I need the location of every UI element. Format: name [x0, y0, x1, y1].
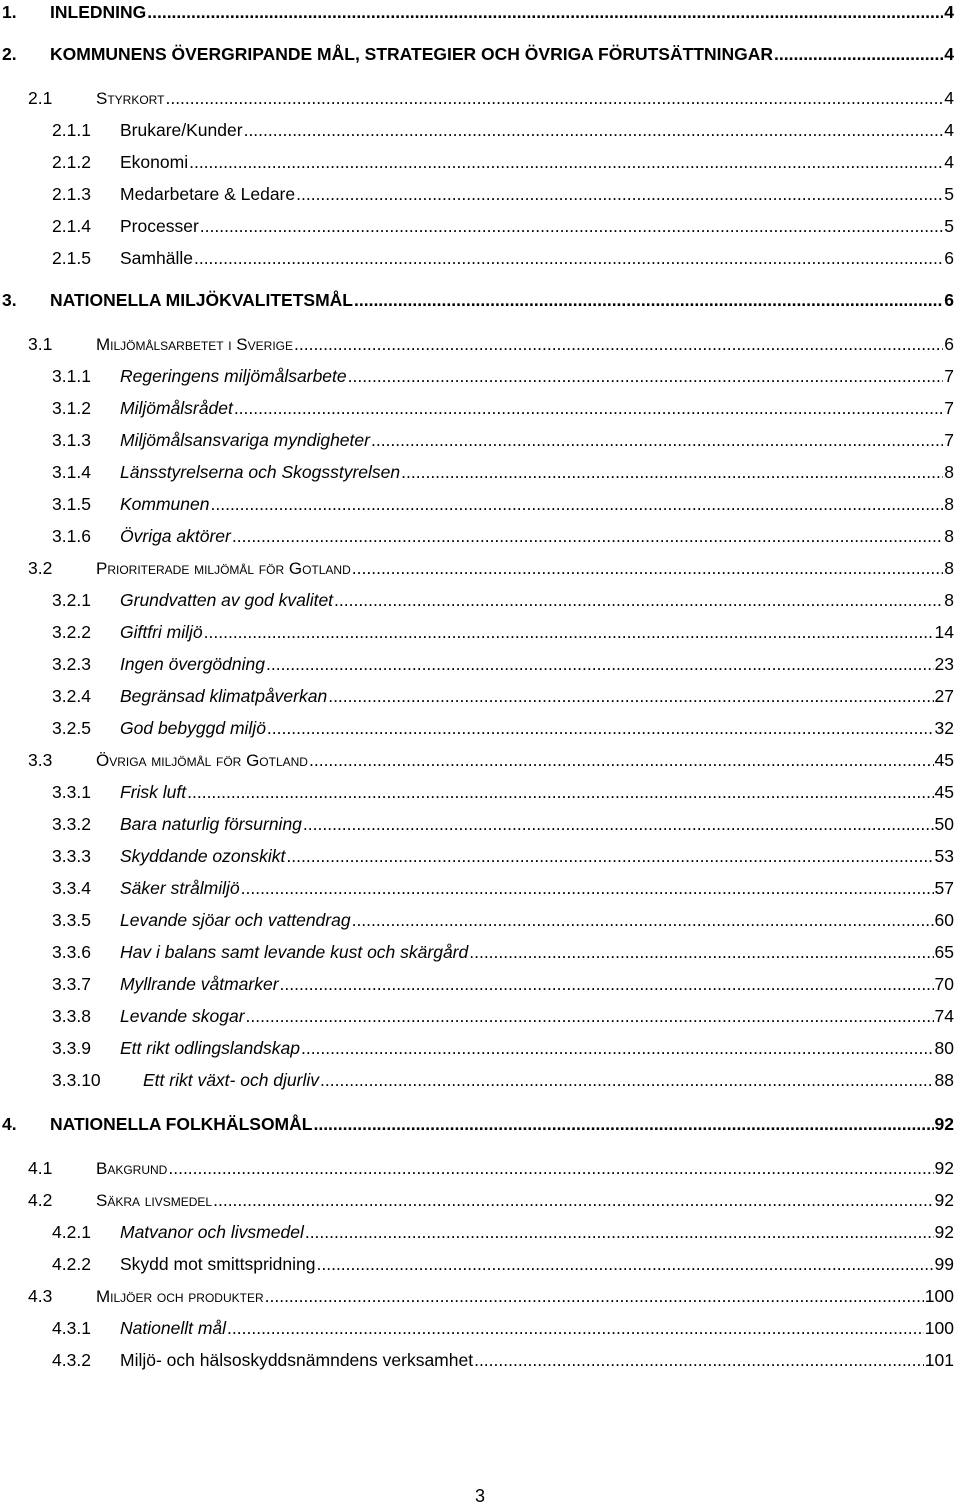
toc-entry-title: Miljö- och hälsoskyddsnämndens verksamhet	[120, 1350, 474, 1370]
toc-leader-dots	[211, 492, 944, 516]
toc-entry-number: 2.	[2, 44, 17, 64]
toc-entry-number: 3.3	[28, 750, 53, 770]
toc-entry-page: 65	[934, 942, 954, 962]
toc-leader-dots	[266, 652, 934, 676]
toc-entry-page: 80	[934, 1038, 954, 1058]
toc-entry[interactable]	[0, 150, 960, 174]
toc-entry-page: 92	[934, 1222, 954, 1242]
toc-entry[interactable]	[0, 86, 960, 110]
toc-entry-number: 3.2.1	[52, 590, 91, 610]
toc-entry-title: Nationellt mål	[120, 1318, 227, 1338]
toc-entry-number: 2.1.4	[52, 216, 91, 236]
toc-entry-title: Säkra livsmedel	[96, 1191, 213, 1210]
toc-entry[interactable]	[0, 844, 960, 868]
toc-entry-number: 3.3.2	[52, 814, 91, 834]
toc-entry-title: Processer	[120, 216, 199, 236]
toc-entry-number: 3.1.5	[52, 494, 91, 514]
toc-entry-page: 8	[944, 558, 954, 578]
toc-entry-number: 2.1	[28, 88, 53, 108]
toc-entry[interactable]	[0, 972, 960, 996]
toc-leader-dots	[354, 288, 943, 312]
toc-entry[interactable]	[0, 332, 960, 356]
toc-entry[interactable]	[0, 556, 960, 580]
toc-entry[interactable]	[0, 620, 960, 644]
toc-leader-dots	[234, 396, 943, 420]
toc-entry[interactable]	[0, 1252, 960, 1276]
toc-entry[interactable]	[0, 288, 960, 312]
toc-entry[interactable]	[0, 1348, 960, 1372]
toc-entry-page: 6	[944, 248, 954, 268]
toc-entry-number: 4.3.2	[52, 1350, 91, 1370]
toc-entry[interactable]	[0, 364, 960, 388]
toc-entry[interactable]	[0, 1284, 960, 1308]
toc-entry-number: 3.3.3	[52, 846, 91, 866]
toc-leader-dots	[774, 42, 943, 66]
toc-entry-page: 70	[934, 974, 954, 994]
toc-entry-title: Ekonomi	[120, 152, 189, 172]
toc-entry-page: 8	[944, 462, 954, 482]
page-number: 3	[474, 1486, 485, 1506]
toc-entry[interactable]	[0, 1156, 960, 1180]
toc-entry[interactable]	[0, 876, 960, 900]
toc-entry-title: Övriga aktörer	[120, 526, 231, 546]
toc-entry[interactable]	[0, 1316, 960, 1340]
toc-entry-page: 45	[934, 750, 954, 770]
toc-entry-title: Miljömålsarbetet i Sverige	[96, 335, 293, 354]
toc-leader-dots	[232, 524, 943, 548]
toc-entry-title: Länsstyrelserna och Skogsstyrelsen	[120, 462, 401, 482]
toc-entry-number: 2.1.3	[52, 184, 91, 204]
toc-entry-number: 1.	[2, 2, 17, 22]
toc-entry-page: 101	[924, 1350, 954, 1370]
toc-leader-dots	[303, 812, 934, 836]
toc-entry-number: 3.2	[28, 558, 53, 578]
toc-leader-dots	[165, 86, 943, 110]
toc-entry-number: 4.1	[28, 1158, 53, 1178]
toc-entry-title: Skyddande ozonskikt	[120, 846, 286, 866]
toc-entry-page: 6	[944, 334, 954, 354]
toc-entry-title: Miljömålsansvariga myndigheter	[120, 430, 370, 450]
toc-entry-page: 7	[944, 430, 954, 450]
toc-entry[interactable]	[0, 908, 960, 932]
toc-leader-dots	[317, 1252, 934, 1276]
toc-leader-dots	[227, 1316, 924, 1340]
toc-entry-page: 57	[934, 878, 954, 898]
toc-entry-number: 3.3.1	[52, 782, 91, 802]
toc-entry-number: 4.2.2	[52, 1254, 91, 1274]
toc-entry-page: 53	[934, 846, 954, 866]
toc-entry-title: Ett rikt odlingslandskap	[120, 1038, 300, 1058]
toc-entry-page: 45	[934, 782, 954, 802]
toc-leader-dots	[265, 1284, 924, 1308]
toc-leader-dots	[147, 0, 943, 24]
toc-entry-page: 92	[934, 1190, 954, 1210]
toc-entry-title: Grundvatten av god kvalitet	[120, 590, 334, 610]
toc-leader-dots	[309, 748, 934, 772]
toc-entry-page: 6	[944, 290, 954, 310]
toc-entry-page: 92	[934, 1114, 954, 1134]
toc-entry-title: INLEDNING	[50, 2, 147, 22]
toc-entry-number: 3.3.5	[52, 910, 91, 930]
toc-entry-number: 2.1.5	[52, 248, 91, 268]
toc-entry-number: 3.2.5	[52, 718, 91, 738]
toc-entry-page: 88	[934, 1070, 954, 1090]
toc-entry[interactable]	[0, 748, 960, 772]
toc-entry-title: Levande skogar	[120, 1006, 245, 1026]
toc-entry[interactable]	[0, 588, 960, 612]
toc-entry-number: 2.1.1	[52, 120, 91, 140]
toc-entry-page: 14	[934, 622, 954, 642]
toc-entry-title: Prioriterade miljömål för Gotland	[96, 559, 351, 578]
toc-entry-title: Medarbetare & Ledare	[120, 184, 296, 204]
toc-entry[interactable]	[0, 396, 960, 420]
toc-leader-dots	[200, 214, 943, 238]
toc-entry-number: 3.2.3	[52, 654, 91, 674]
toc-entry[interactable]	[0, 940, 960, 964]
toc-leader-dots	[469, 940, 933, 964]
toc-entry-title: Brukare/Kunder	[120, 120, 243, 140]
toc-leader-dots	[401, 460, 943, 484]
toc-entry-number: 4.2.1	[52, 1222, 91, 1242]
toc-entry-number: 3.1.3	[52, 430, 91, 450]
toc-leader-dots	[204, 620, 934, 644]
toc-leader-dots	[294, 332, 943, 356]
toc-leader-dots	[194, 246, 943, 270]
toc-entry-page: 4	[944, 2, 954, 22]
toc-entry-number: 4.	[2, 1114, 17, 1134]
toc-entry-number: 3.2.4	[52, 686, 91, 706]
toc-entry-page: 23	[934, 654, 954, 674]
toc-entry-title: Ingen övergödning	[120, 654, 265, 674]
toc-entry[interactable]	[0, 460, 960, 484]
toc-entry-page: 92	[934, 1158, 954, 1178]
toc-entry-title: Regeringens miljömålsarbete	[120, 366, 347, 386]
toc-entry-title: Bakgrund	[96, 1159, 168, 1178]
toc-entry-title: Giftfri miljö	[120, 622, 203, 642]
toc-entry[interactable]	[0, 684, 960, 708]
toc-leader-dots	[313, 1112, 933, 1136]
toc-entry-number: 3.3.9	[52, 1038, 91, 1058]
toc-entry-title: Samhälle	[120, 248, 193, 268]
toc-entry[interactable]	[0, 524, 960, 548]
toc-leader-dots	[280, 972, 934, 996]
toc-entry-title: Övriga miljömål för Gotland	[96, 751, 308, 770]
toc-entry[interactable]	[0, 652, 960, 676]
toc-entry[interactable]	[0, 214, 960, 238]
toc-entry[interactable]	[0, 1004, 960, 1028]
toc-entry-title: Styrkort	[96, 89, 165, 108]
toc-entry-title: Hav i balans samt levande kust och skärgård	[120, 942, 469, 962]
toc-entry-page: 4	[944, 88, 954, 108]
toc-entry-page: 4	[944, 152, 954, 172]
toc-leader-dots	[213, 1188, 933, 1212]
toc-entry-title: NATIONELLA MILJÖKVALITETSMÅL	[50, 290, 353, 310]
toc-leader-dots	[267, 716, 934, 740]
toc-entry-number: 3.3.6	[52, 942, 91, 962]
toc-leader-dots	[246, 1004, 934, 1028]
toc-entry-page: 27	[934, 686, 954, 706]
toc-entry-page: 100	[924, 1286, 954, 1306]
toc-entry[interactable]	[0, 182, 960, 206]
toc-entry-page: 50	[934, 814, 954, 834]
toc-leader-dots	[320, 1068, 934, 1092]
toc-leader-dots	[241, 876, 934, 900]
toc-entry-title: Matvanor och livsmedel	[120, 1222, 304, 1242]
toc-entry-title: NATIONELLA FOLKHÄLSOMÅL	[50, 1114, 313, 1134]
toc-entry-page: 74	[934, 1006, 954, 1026]
toc-leader-dots	[352, 556, 944, 580]
toc-entry[interactable]	[0, 1036, 960, 1060]
toc-entry-number: 3.1.4	[52, 462, 91, 482]
toc-entry-number: 3.2.2	[52, 622, 91, 642]
toc-entry[interactable]	[0, 428, 960, 452]
toc-entry-page: 5	[944, 216, 954, 236]
toc-entry-title: Säker strålmiljö	[120, 878, 240, 898]
toc-entry-title: Frisk luft	[120, 782, 187, 802]
toc-entry-page: 60	[934, 910, 954, 930]
toc-entry-title: Myllrande våtmarker	[120, 974, 279, 994]
toc-entry-title: Miljömålsrådet	[120, 398, 233, 418]
toc-leader-dots	[286, 844, 933, 868]
toc-entry[interactable]	[0, 716, 960, 740]
toc-entry-page: 99	[934, 1254, 954, 1274]
toc-entry[interactable]	[0, 246, 960, 270]
toc-entry[interactable]	[0, 780, 960, 804]
toc-entry-number: 3.3.10	[52, 1070, 101, 1090]
toc-entry-title: Bara naturlig försurning	[120, 814, 302, 834]
toc-entry[interactable]	[0, 492, 960, 516]
toc-entry-page: 7	[944, 366, 954, 386]
toc-entry-page: 4	[944, 44, 954, 64]
toc-entry[interactable]	[0, 42, 960, 66]
toc-entry-page: 32	[934, 718, 954, 738]
toc-leader-dots	[189, 150, 943, 174]
toc-leader-dots	[334, 588, 943, 612]
toc-entry-number: 3.1.2	[52, 398, 91, 418]
toc-entry[interactable]	[0, 1220, 960, 1244]
toc-leader-dots	[244, 118, 944, 142]
toc-entry-page: 5	[944, 184, 954, 204]
toc-entry-page: 100	[924, 1318, 954, 1338]
toc-entry[interactable]	[0, 118, 960, 142]
toc-entry-page: 4	[944, 120, 954, 140]
toc-entry-page: 7	[944, 398, 954, 418]
toc-entry-title: Begränsad klimatpåverkan	[120, 686, 328, 706]
toc-entry-number: 3.1.1	[52, 366, 91, 386]
toc-entry-number: 3.1.6	[52, 526, 91, 546]
toc-leader-dots	[328, 684, 933, 708]
toc-entry-title: Ett rikt växt- och djurliv	[143, 1070, 320, 1090]
toc-entry-number: 4.3	[28, 1286, 53, 1306]
toc-entry[interactable]	[0, 812, 960, 836]
toc-entry-page: 8	[944, 494, 954, 514]
toc-leader-dots	[474, 1348, 924, 1372]
toc-entry[interactable]	[0, 1112, 960, 1136]
toc-leader-dots	[371, 428, 943, 452]
toc-entry-title: God bebyggd miljö	[120, 718, 266, 738]
toc-leader-dots	[187, 780, 933, 804]
toc-entry-page: 8	[944, 590, 954, 610]
toc-leader-dots	[296, 182, 943, 206]
toc-leader-dots	[305, 1220, 934, 1244]
toc-entry-number: 3.3.4	[52, 878, 91, 898]
toc-entry-title: Kommunen	[120, 494, 210, 514]
toc-entry-title: KOMMUNENS ÖVERGRIPANDE MÅL, STRATEGIER OCH ÖVRIGA FÖRUTSÄTTNINGAR	[50, 44, 774, 64]
toc-entry-number: 3.	[2, 290, 17, 310]
toc-leader-dots	[168, 1156, 933, 1180]
toc-entry-number: 3.3.7	[52, 974, 91, 994]
toc-entry[interactable]	[0, 0, 960, 24]
toc-entry-number: 3.1	[28, 334, 53, 354]
toc-leader-dots	[352, 908, 934, 932]
toc-leader-dots	[301, 1036, 934, 1060]
toc-entry-title: Levande sjöar och vattendrag	[120, 910, 351, 930]
toc-entry-number: 3.3.8	[52, 1006, 91, 1026]
toc-entry-title: Miljöer och produkter	[96, 1287, 264, 1306]
toc-entry-title: Skydd mot smittspridning	[120, 1254, 316, 1274]
toc-entry-number: 4.2	[28, 1190, 53, 1210]
toc-leader-dots	[348, 364, 944, 388]
toc-entry[interactable]	[0, 1188, 960, 1212]
toc-entry[interactable]	[0, 1068, 960, 1092]
toc-entry-page: 8	[944, 526, 954, 546]
toc-entry-number: 2.1.2	[52, 152, 91, 172]
toc-entry-number: 4.3.1	[52, 1318, 91, 1338]
